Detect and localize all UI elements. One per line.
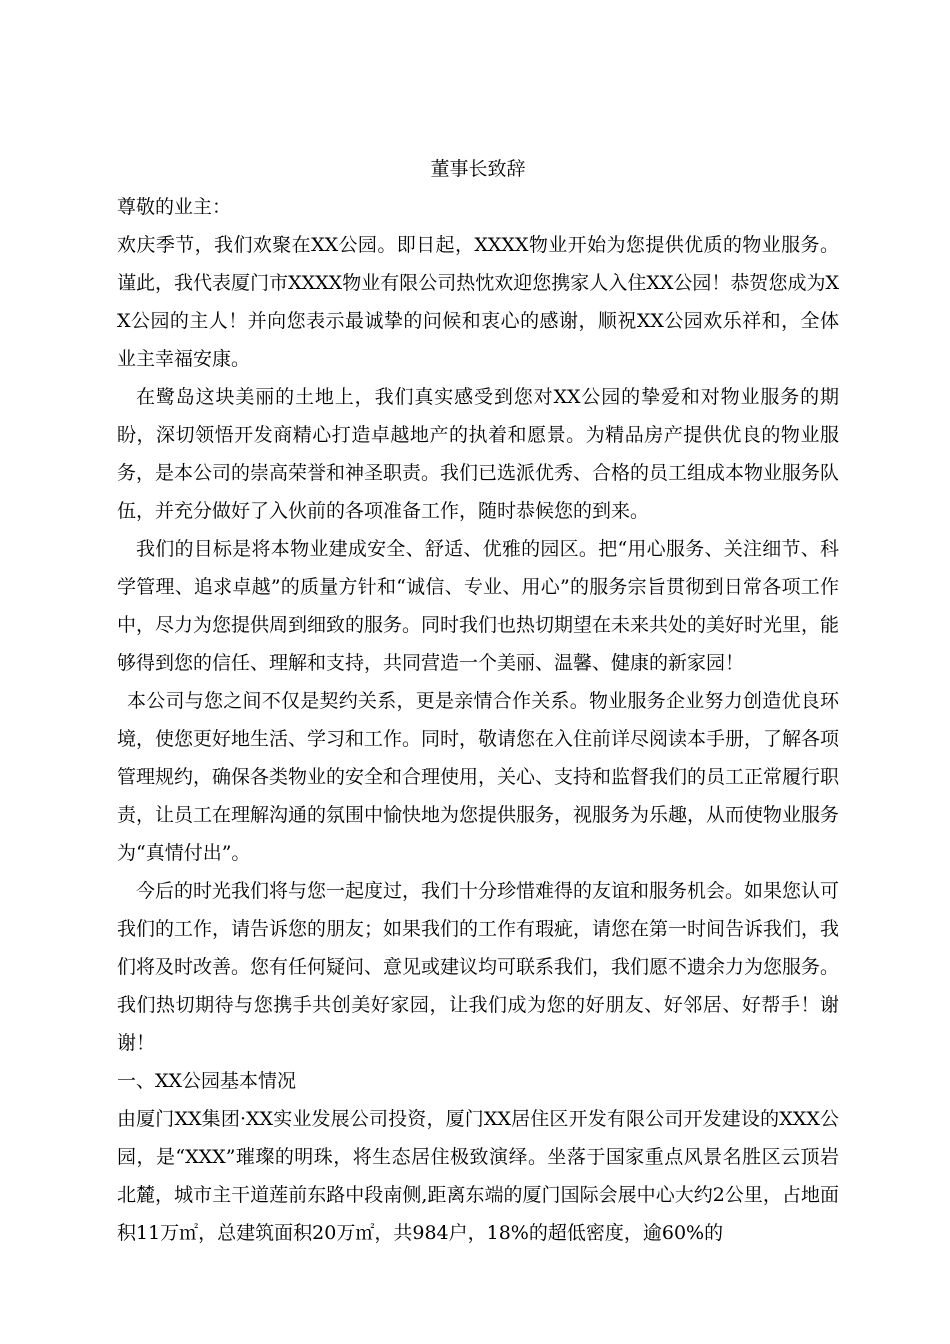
paragraph-future: 今后的时光我们将与您一起度过，我们十分珍惜难得的友谊和服务机会。如果您认可我们的工作，请告诉您的朋友；如果我们的工作有瑕疵，请您在第一时间告诉我们，我们将及时改善。您有任何疑问、意见或建议均可联系我们，我们愿不遗余力为您服务。 xyxy=(117,880,840,978)
paragraph-closing: 我们热切期待与您携手共创美好家园，让我们成为您的好朋友、好邻居、好帮手！谢谢！ xyxy=(117,994,839,1054)
document-page xyxy=(117,150,839,1252)
document-title: 董事长致辞 xyxy=(430,158,526,180)
paragraph-goal: 我们的目标是将本物业建成安全、舒适、优雅的园区。把“用心服务、关注细节、科学管理、追求卓越”的质量方针和“诚信、专业、用心”的服务宗旨贯彻到日常各项工作中，尽力为您提供周到细致的服务。同时我们也热切期望在未来共处的美好时光里，能够得到您的信任、理解和支持，共同营造一个美丽、温馨、健康的新家园！ xyxy=(117,538,840,674)
section-heading: 一、XX公园基本情况 xyxy=(117,1070,297,1092)
section-paragraph: 由厦门XX集团·XX实业发展公司投资，厦门XX居住区开发有限公司开发建设的XXX公园，是“XXX”璀璨的明珠，将生态居住极致演绎。坐落于国家重点风景名胜区云顶岩北麓，城市主干道莲前东路中段南侧,距离东端的厦门国际会展中心大约2公里，占地面积11万㎡，总建筑面积20万㎡，共984户，18%的超低密度，逾60%的 xyxy=(117,1108,839,1244)
salutation: 尊敬的业主： xyxy=(117,196,232,218)
paragraph-expectation: 在鹭岛这块美丽的土地上，我们真实感受到您对XX公园的挚爱和对物业服务的期盼，深切领悟开发商精心打造卓越地产的执着和愿景。为精品房产提供优良的物业服务，是本公司的崇高荣誉和神圣职责。我们已选派优秀、合格的员工组成本物业服务队伍，并充分做好了入伙前的各项准备工作，随时恭候您的到来。 xyxy=(117,386,840,522)
paragraph-relationship: 本公司与您之间不仅是契约关系，更是亲情合作关系。物业服务企业努力创造优良环境，使您更好地生活、学习和工作。同时，敬请您在入住前详尽阅读本手册，了解各项管理规约，确保各类物业的安全和合理使用，关心、支持和监督我们的员工正常履行职责，让员工在理解沟通的氛围中愉快地为您提供服务，视服务为乐趣，从而使物业服务为“真情付出”。 xyxy=(117,690,840,864)
paragraph-welcome: 欢庆季节，我们欢聚在XX公园。即日起，XXXX物业开始为您提供优质的物业服务。谨此，我代表厦门市XXXX物业有限公司热忱欢迎您携家人入住XX公园！恭贺您成为XX公园的主人！并向您表示最诚挚的问候和衷心的感谢，顺祝XX公园欢乐祥和，全体业主幸福安康。 xyxy=(117,234,839,370)
